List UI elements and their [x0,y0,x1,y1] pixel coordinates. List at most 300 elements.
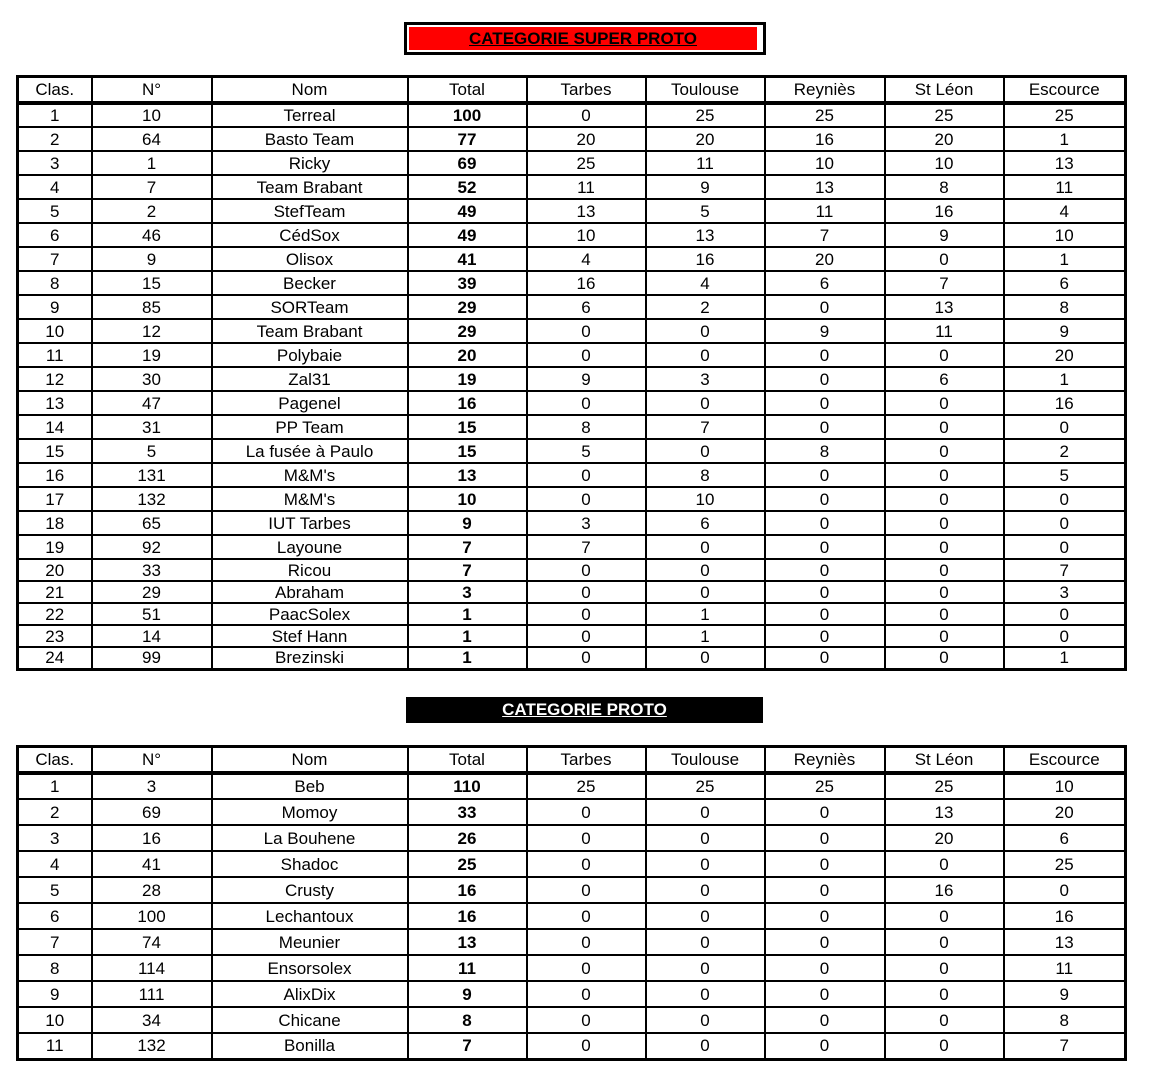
escource-cell: 25 [1004,851,1126,877]
rank-cell: 21 [18,581,92,603]
total-cell: 52 [408,175,527,199]
number-cell: 85 [92,295,212,319]
toulouse-cell: 1 [646,625,765,647]
name-cell: Beb [212,773,408,799]
toulouse-cell: 25 [646,773,765,799]
column-header: Tarbes [527,747,646,774]
rank-cell: 14 [18,415,92,439]
reynies-cell: 0 [765,955,885,981]
tarbes-cell: 4 [527,247,646,271]
reynies-cell: 0 [765,487,885,511]
name-cell: Shadoc [212,851,408,877]
reynies-cell: 0 [765,511,885,535]
name-cell: Becker [212,271,408,295]
rank-cell: 6 [18,223,92,247]
number-cell: 74 [92,929,212,955]
escource-cell: 11 [1004,175,1126,199]
total-cell: 9 [408,981,527,1007]
escource-cell: 7 [1004,1033,1126,1059]
reynies-cell: 0 [765,581,885,603]
st-leon-cell: 7 [885,271,1004,295]
name-cell: PaacSolex [212,603,408,625]
number-cell: 12 [92,319,212,343]
tarbes-cell: 0 [527,1033,646,1059]
name-cell: Crusty [212,877,408,903]
rank-cell: 13 [18,391,92,415]
st-leon-cell: 0 [885,955,1004,981]
number-cell: 5 [92,439,212,463]
reynies-cell: 0 [765,1033,885,1059]
table-row [18,151,1126,175]
number-cell: 100 [92,903,212,929]
tarbes-cell: 8 [527,415,646,439]
column-header: Toulouse [646,747,765,774]
escource-cell: 1 [1004,367,1126,391]
toulouse-cell: 16 [646,247,765,271]
total-cell: 16 [408,391,527,415]
st-leon-cell: 9 [885,223,1004,247]
tarbes-cell: 0 [527,559,646,581]
st-leon-cell: 0 [885,981,1004,1007]
toulouse-cell: 0 [646,825,765,851]
toulouse-cell: 5 [646,199,765,223]
column-header: Total [408,747,527,774]
st-leon-cell: 10 [885,151,1004,175]
rank-cell: 15 [18,439,92,463]
table-header-row [18,77,1126,104]
st-leon-cell: 0 [885,647,1004,669]
column-header: St Léon [885,77,1004,104]
reynies-cell: 0 [765,625,885,647]
table-row [18,487,1126,511]
rank-cell: 7 [18,247,92,271]
tarbes-cell: 0 [527,647,646,669]
column-header: Clas. [18,77,92,104]
rank-cell: 4 [18,175,92,199]
st-leon-cell: 0 [885,903,1004,929]
table-row [18,367,1126,391]
name-cell: La fusée à Paulo [212,439,408,463]
name-cell: La Bouhene [212,825,408,851]
total-cell: 29 [408,319,527,343]
reynies-cell: 0 [765,1007,885,1033]
column-header: Clas. [18,747,92,774]
rank-cell: 17 [18,487,92,511]
tarbes-cell: 0 [527,903,646,929]
total-cell: 100 [408,103,527,127]
reynies-cell: 9 [765,319,885,343]
toulouse-cell: 0 [646,647,765,669]
st-leon-cell: 16 [885,199,1004,223]
table-row [18,877,1126,903]
tarbes-cell: 20 [527,127,646,151]
toulouse-cell: 0 [646,319,765,343]
reynies-cell: 8 [765,439,885,463]
st-leon-cell: 0 [885,559,1004,581]
total-cell: 110 [408,773,527,799]
table-row [18,175,1126,199]
super-proto-table [16,75,1127,671]
number-cell: 46 [92,223,212,247]
table-row [18,223,1126,247]
rank-cell: 11 [18,343,92,367]
st-leon-cell: 0 [885,415,1004,439]
column-header: Escource [1004,77,1126,104]
name-cell: Zal31 [212,367,408,391]
proto-title: CATEGORIE PROTO [502,700,667,719]
escource-cell: 8 [1004,1007,1126,1033]
reynies-cell: 0 [765,559,885,581]
number-cell: 9 [92,247,212,271]
number-cell: 33 [92,559,212,581]
name-cell: M&M's [212,487,408,511]
tarbes-cell: 0 [527,319,646,343]
total-cell: 19 [408,367,527,391]
number-cell: 29 [92,581,212,603]
number-cell: 65 [92,511,212,535]
number-cell: 3 [92,773,212,799]
number-cell: 30 [92,367,212,391]
table-row [18,319,1126,343]
escource-cell: 25 [1004,103,1126,127]
st-leon-cell: 0 [885,1033,1004,1059]
escource-cell: 6 [1004,825,1126,851]
reynies-cell: 10 [765,151,885,175]
escource-cell: 5 [1004,463,1126,487]
super-proto-banner [404,22,766,55]
number-cell: 69 [92,799,212,825]
tarbes-cell: 0 [527,343,646,367]
total-cell: 25 [408,851,527,877]
st-leon-cell: 0 [885,487,1004,511]
st-leon-cell: 25 [885,103,1004,127]
tarbes-cell: 9 [527,367,646,391]
name-cell: Polybaie [212,343,408,367]
name-cell: PP Team [212,415,408,439]
tarbes-cell: 0 [527,391,646,415]
toulouse-cell: 0 [646,535,765,559]
total-cell: 20 [408,343,527,367]
name-cell: CédSox [212,223,408,247]
reynies-cell: 20 [765,247,885,271]
rank-cell: 12 [18,367,92,391]
rank-cell: 6 [18,903,92,929]
proto-banner [406,697,763,723]
rank-cell: 7 [18,929,92,955]
name-cell: M&M's [212,463,408,487]
number-cell: 47 [92,391,212,415]
column-header: Nom [212,77,408,104]
number-cell: 2 [92,199,212,223]
toulouse-cell: 0 [646,343,765,367]
tarbes-cell: 11 [527,175,646,199]
table-row [18,647,1126,669]
column-header: St Léon [885,747,1004,774]
total-cell: 7 [408,1033,527,1059]
st-leon-cell: 8 [885,175,1004,199]
reynies-cell: 0 [765,535,885,559]
number-cell: 15 [92,271,212,295]
tarbes-cell: 0 [527,955,646,981]
total-cell: 1 [408,647,527,669]
reynies-cell: 0 [765,391,885,415]
reynies-cell: 25 [765,103,885,127]
rank-cell: 9 [18,295,92,319]
reynies-cell: 25 [765,773,885,799]
table-row [18,825,1126,851]
rank-cell: 8 [18,955,92,981]
column-header: Reyniès [765,747,885,774]
total-cell: 7 [408,559,527,581]
toulouse-cell: 11 [646,151,765,175]
table-header-row [18,747,1126,774]
escource-cell: 11 [1004,955,1126,981]
total-cell: 15 [408,415,527,439]
table-row [18,247,1126,271]
name-cell: SORTeam [212,295,408,319]
tarbes-cell: 16 [527,271,646,295]
st-leon-cell: 0 [885,439,1004,463]
name-cell: Ricky [212,151,408,175]
rank-cell: 16 [18,463,92,487]
toulouse-cell: 0 [646,877,765,903]
total-cell: 13 [408,463,527,487]
escource-cell: 7 [1004,559,1126,581]
table-row [18,199,1126,223]
reynies-cell: 0 [765,851,885,877]
rank-cell: 24 [18,647,92,669]
name-cell: Brezinski [212,647,408,669]
column-header: Toulouse [646,77,765,104]
name-cell: Chicane [212,1007,408,1033]
escource-cell: 13 [1004,151,1126,175]
rank-cell: 10 [18,1007,92,1033]
toulouse-cell: 20 [646,127,765,151]
toulouse-cell: 0 [646,559,765,581]
reynies-cell: 13 [765,175,885,199]
name-cell: Ricou [212,559,408,581]
escource-cell: 16 [1004,391,1126,415]
reynies-cell: 0 [765,903,885,929]
name-cell: Terreal [212,103,408,127]
total-cell: 1 [408,603,527,625]
name-cell: Ensorsolex [212,955,408,981]
name-cell: AlixDix [212,981,408,1007]
total-cell: 49 [408,199,527,223]
rank-cell: 4 [18,851,92,877]
toulouse-cell: 2 [646,295,765,319]
escource-cell: 0 [1004,877,1126,903]
tarbes-cell: 25 [527,773,646,799]
table-row [18,535,1126,559]
name-cell: IUT Tarbes [212,511,408,535]
name-cell: Team Brabant [212,175,408,199]
st-leon-cell: 13 [885,799,1004,825]
tarbes-cell: 0 [527,487,646,511]
number-cell: 10 [92,103,212,127]
number-cell: 131 [92,463,212,487]
table-row [18,981,1126,1007]
rank-cell: 2 [18,127,92,151]
name-cell: Stef Hann [212,625,408,647]
rank-cell: 5 [18,877,92,903]
number-cell: 41 [92,851,212,877]
toulouse-cell: 0 [646,1033,765,1059]
st-leon-cell: 0 [885,929,1004,955]
total-cell: 15 [408,439,527,463]
st-leon-cell: 0 [885,511,1004,535]
name-cell: Meunier [212,929,408,955]
st-leon-cell: 0 [885,535,1004,559]
number-cell: 132 [92,1033,212,1059]
st-leon-cell: 0 [885,463,1004,487]
st-leon-cell: 11 [885,319,1004,343]
reynies-cell: 0 [765,877,885,903]
number-cell: 92 [92,535,212,559]
number-cell: 99 [92,647,212,669]
toulouse-cell: 4 [646,271,765,295]
escource-cell: 16 [1004,903,1126,929]
number-cell: 1 [92,151,212,175]
st-leon-cell: 0 [885,343,1004,367]
table-row [18,929,1126,955]
rank-cell: 20 [18,559,92,581]
toulouse-cell: 8 [646,463,765,487]
toulouse-cell: 10 [646,487,765,511]
toulouse-cell: 3 [646,367,765,391]
escource-cell: 3 [1004,581,1126,603]
rank-cell: 23 [18,625,92,647]
tarbes-cell: 10 [527,223,646,247]
column-header: Reyniès [765,77,885,104]
toulouse-cell: 0 [646,799,765,825]
total-cell: 16 [408,877,527,903]
table-row [18,103,1126,127]
name-cell: Abraham [212,581,408,603]
escource-cell: 13 [1004,929,1126,955]
total-cell: 11 [408,955,527,981]
escource-cell: 1 [1004,127,1126,151]
total-cell: 39 [408,271,527,295]
table-row [18,625,1126,647]
name-cell: Pagenel [212,391,408,415]
st-leon-cell: 16 [885,877,1004,903]
rank-cell: 8 [18,271,92,295]
st-leon-cell: 0 [885,581,1004,603]
tarbes-cell: 0 [527,463,646,487]
table-row [18,1033,1126,1059]
tarbes-cell: 25 [527,151,646,175]
table-row [18,415,1126,439]
toulouse-cell: 13 [646,223,765,247]
reynies-cell: 7 [765,223,885,247]
tarbes-cell: 5 [527,439,646,463]
name-cell: Layoune [212,535,408,559]
column-header: Tarbes [527,77,646,104]
column-header: Total [408,77,527,104]
total-cell: 77 [408,127,527,151]
reynies-cell: 0 [765,343,885,367]
reynies-cell: 0 [765,295,885,319]
total-cell: 49 [408,223,527,247]
reynies-cell: 0 [765,647,885,669]
total-cell: 9 [408,511,527,535]
toulouse-cell: 0 [646,851,765,877]
escource-cell: 10 [1004,773,1126,799]
total-cell: 16 [408,903,527,929]
escource-cell: 10 [1004,223,1126,247]
reynies-cell: 16 [765,127,885,151]
st-leon-cell: 0 [885,1007,1004,1033]
total-cell: 69 [408,151,527,175]
reynies-cell: 0 [765,415,885,439]
number-cell: 7 [92,175,212,199]
number-cell: 64 [92,127,212,151]
tarbes-cell: 0 [527,929,646,955]
total-cell: 7 [408,535,527,559]
toulouse-cell: 0 [646,391,765,415]
table-row [18,799,1126,825]
total-cell: 1 [408,625,527,647]
rank-cell: 19 [18,535,92,559]
escource-cell: 9 [1004,981,1126,1007]
table-row [18,295,1126,319]
table-row [18,127,1126,151]
number-cell: 111 [92,981,212,1007]
st-leon-cell: 13 [885,295,1004,319]
table-row [18,439,1126,463]
name-cell: Momoy [212,799,408,825]
toulouse-cell: 9 [646,175,765,199]
escource-cell: 20 [1004,799,1126,825]
toulouse-cell: 7 [646,415,765,439]
st-leon-cell: 6 [885,367,1004,391]
tarbes-cell: 0 [527,625,646,647]
tarbes-cell: 7 [527,535,646,559]
escource-cell: 0 [1004,625,1126,647]
reynies-cell: 0 [765,981,885,1007]
reynies-cell: 0 [765,603,885,625]
table-row [18,559,1126,581]
toulouse-cell: 0 [646,903,765,929]
total-cell: 41 [408,247,527,271]
tarbes-cell: 0 [527,877,646,903]
column-header: Nom [212,747,408,774]
rank-cell: 9 [18,981,92,1007]
escource-cell: 0 [1004,511,1126,535]
name-cell: Team Brabant [212,319,408,343]
tarbes-cell: 0 [527,851,646,877]
number-cell: 28 [92,877,212,903]
number-cell: 34 [92,1007,212,1033]
escource-cell: 0 [1004,603,1126,625]
table-row [18,903,1126,929]
escource-cell: 6 [1004,271,1126,295]
number-cell: 19 [92,343,212,367]
st-leon-cell: 0 [885,625,1004,647]
table-row [18,463,1126,487]
rank-cell: 3 [18,825,92,851]
escource-cell: 1 [1004,647,1126,669]
table-row [18,391,1126,415]
total-cell: 10 [408,487,527,511]
table-row [18,271,1126,295]
escource-cell: 4 [1004,199,1126,223]
table-row [18,603,1126,625]
name-cell: Olisox [212,247,408,271]
number-cell: 14 [92,625,212,647]
escource-cell: 0 [1004,487,1126,511]
